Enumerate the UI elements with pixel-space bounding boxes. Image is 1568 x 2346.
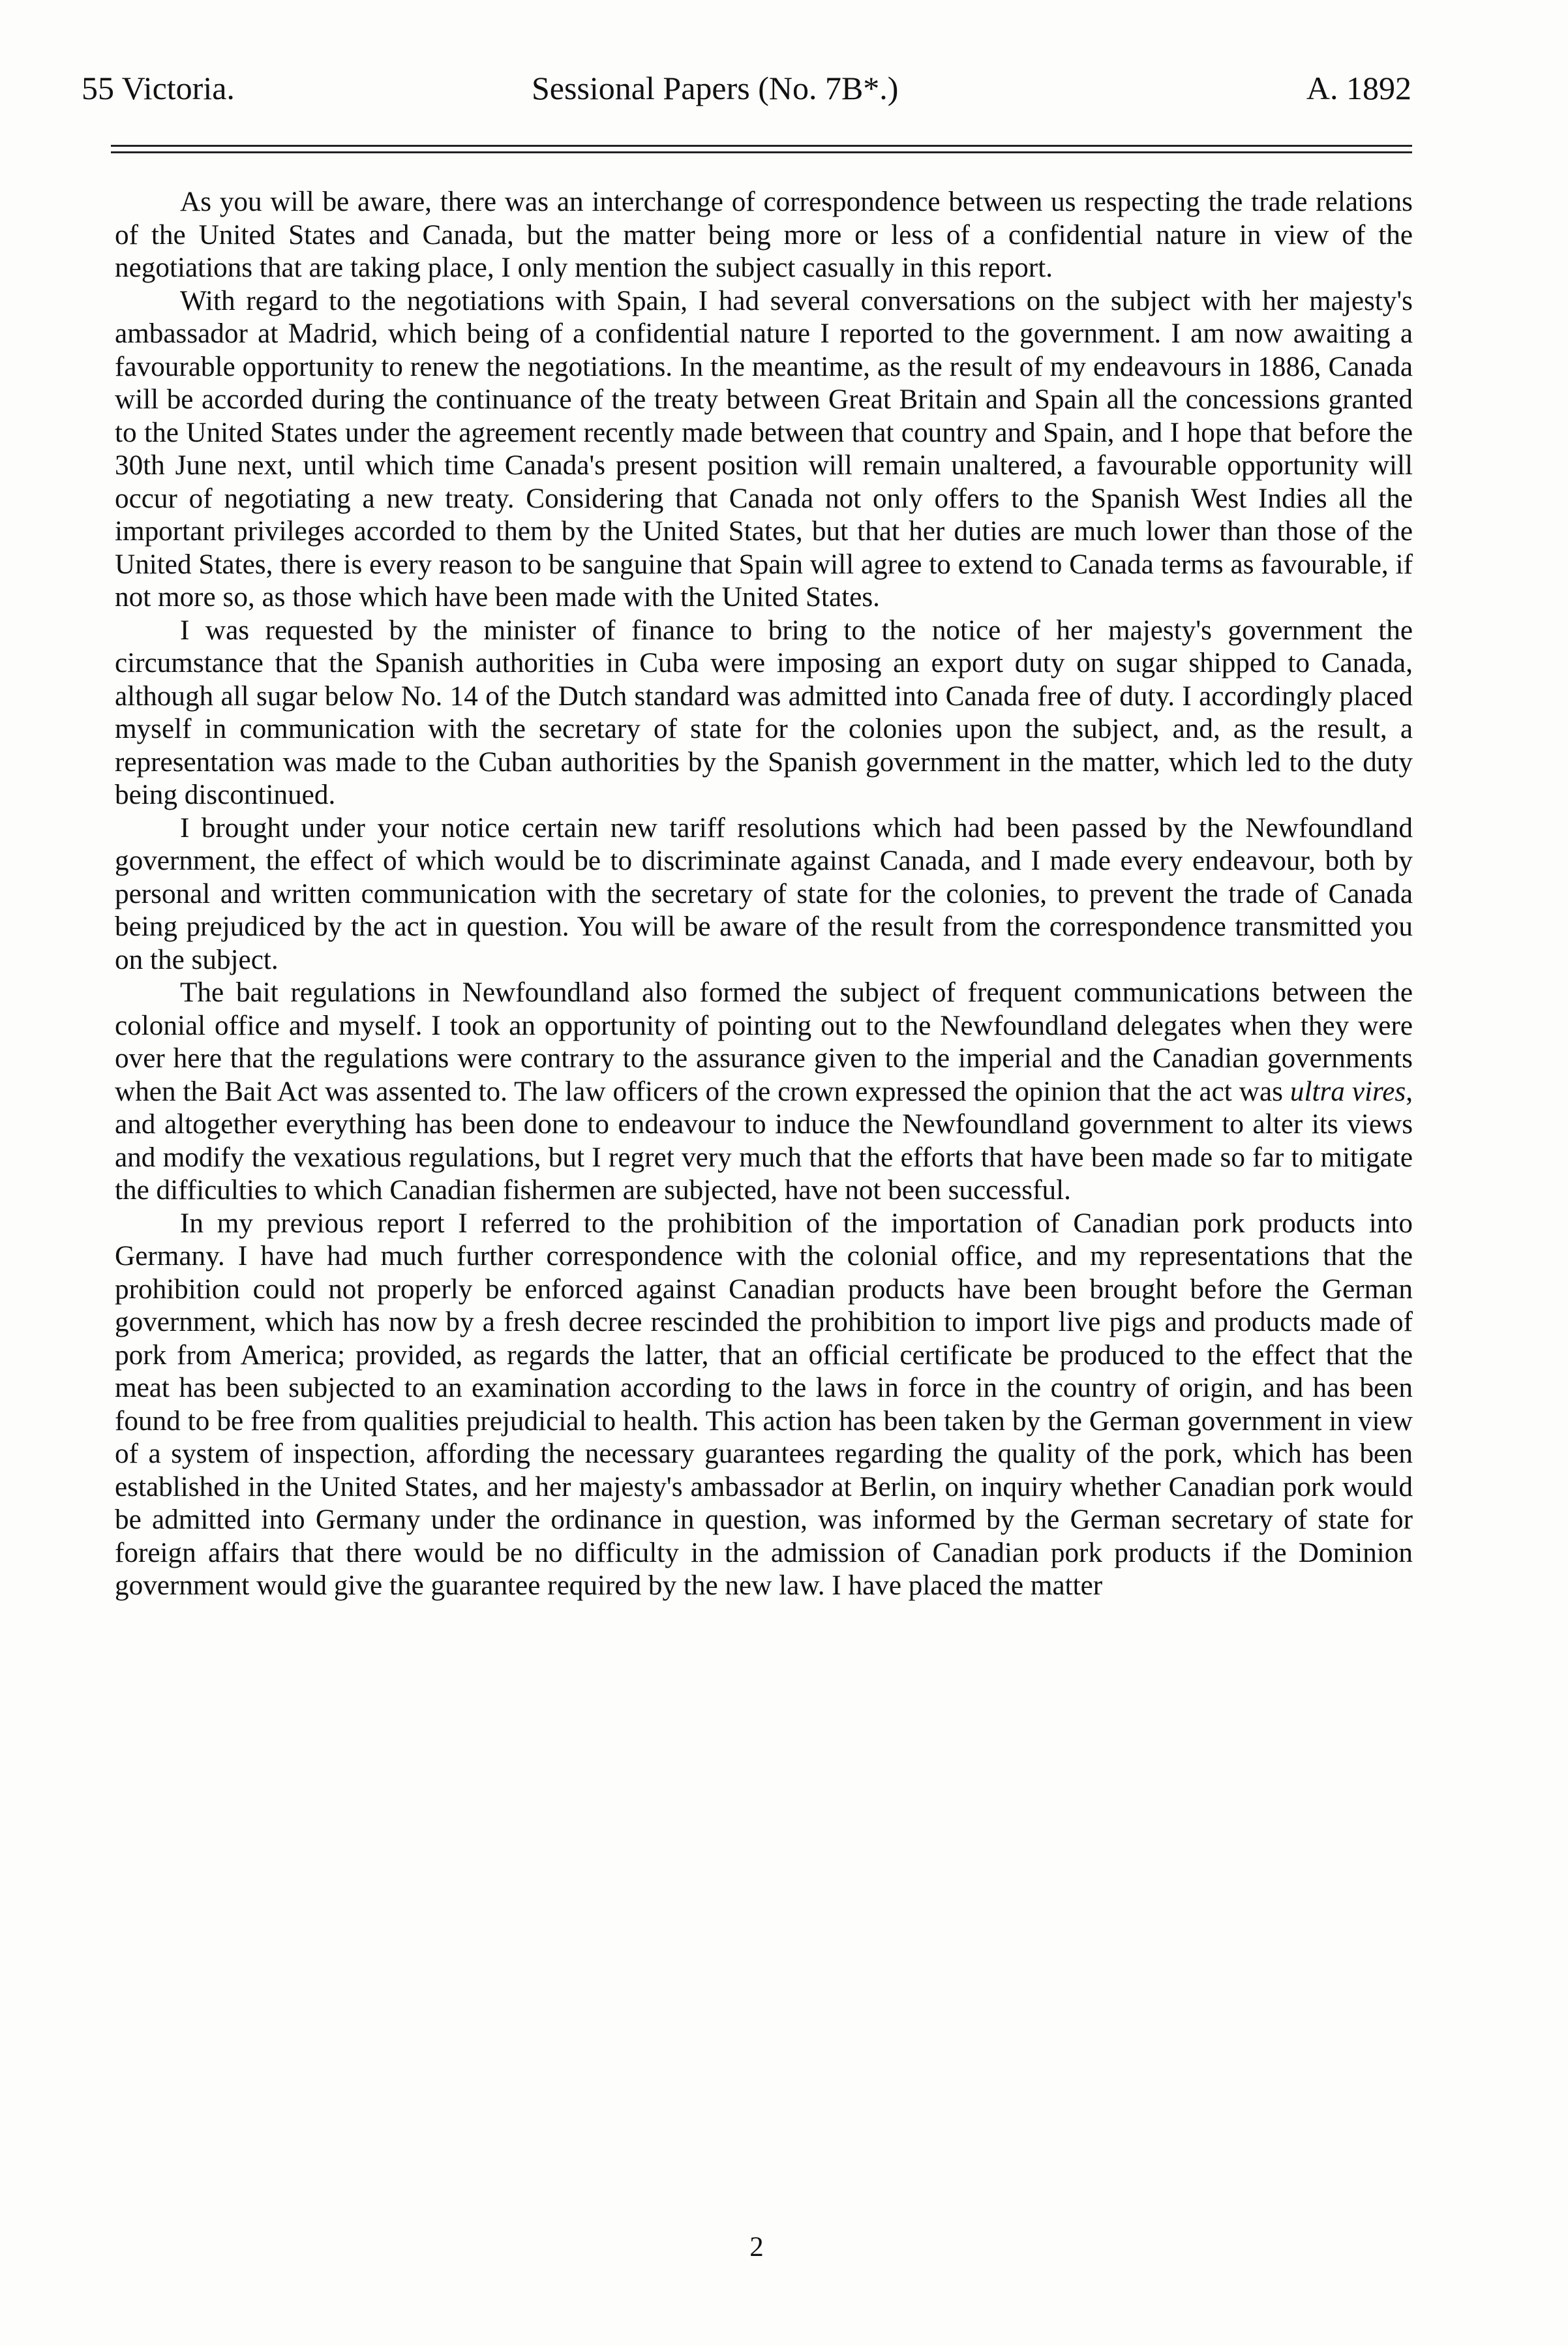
header-year: A. 1892 <box>1306 70 1411 106</box>
paragraph-spain-negotiations: With regard to the negotiations with Spain, I had several conversations on the subject with her majesty's ambassador at Madrid, which being of a confidential nature I reported to the government. I am now awaiting a favourable opportunity to renew the negotiations. In the meantime, as the result of my endeavours in 1886, Canada will be accorded during the continuance of the treaty between Great Britain and Spain all the concessions granted to the United States under the agreement recently made between that country and Spain, and I hope that before the 30th June next, until which time Canada's present position will remain unaltered, a favourable opportunity will occur of negotiating a new treaty. Considering that Canada not only offers to the Spanish West Indies all the important privileges accorded to them by the United States, but that her duties are much lower than those of the United States, there is every reason to be sanguine that Spain will agree to extend to Canada terms as favourable, if not more so, as those which have been made with the United States. <box>115 285 1413 613</box>
ultra-vires-italic: ultra vires <box>1289 1076 1406 1107</box>
header-rule-bottom <box>111 151 1412 153</box>
header-sessional-papers: Sessional Papers (No. 7B*.) <box>532 70 899 106</box>
page-number: 2 <box>749 2232 764 2262</box>
paragraph-german-pork: In my previous report I referred to the prohibition of the importation of Canadian pork products into Germany. I have had much further correspondence with the colonial office, and my representations that the prohibition could not properly be enforced against Canadian products have been brought before the German government, which has now by a fresh decree rescinded the prohibition to import live pigs and products made of pork from America; provided, as regards the latter, that an official certificate be produced to the effect that the meat has been subjected to an examination according to the laws in force in the country of origin, and has been found to be free from qualities prejudicial to health. This action has been taken by the German government in view of a system of inspection, affording the necessary guarantees regarding the quality of the pork, which has been established in the United States, and her majesty's ambassador at Berlin, on inquiry whether Canadian pork would be admitted into Germany under the ordinance in question, was informed by the German secretary of state for foreign affairs that there would be no difficulty in the admission of Canadian pork products if the Dominion government would give the guarantee required by the new law. I have placed the matter <box>115 1208 1413 1601</box>
body-text <box>115 186 1413 1603</box>
bait-text-before: The bait regulations in Newfoundland also formed the subject of frequent communications between the colonial office and myself. I took an opportunity of pointing out to the Newfoundland delegates when they were over here that the regulations were contrary to the assurance given to the imperial and the Canadian governments when the Bait Act was assented to. The law officers of the crown expressed the opinion that the act was <box>115 977 1413 1107</box>
bait-text-after: , and altogether everything has been done to endeavour to induce the Newfoundland government to alter its views and modify the vexatious regulations, but I regret very much that the efforts that have been made so far to mitigate the difficulties to which Canadian fishermen are subjected, have not been successful. <box>115 1076 1413 1206</box>
header-rule-top <box>111 145 1412 147</box>
paragraph-newfoundland-tariff: I brought under your notice certain new tariff resolutions which had been passed by the Newfoundland government, the effect of which would be to discriminate against Canada, and I made every endeavour, both by personal and written communication with the secretary of state for the colonies, to prevent the trade of Canada being prejudiced by the act in question. You will be aware of the result from the correspondence transmitted you on the subject. <box>115 812 1413 975</box>
paragraph-trade-relations: As you will be aware, there was an interchange of correspondence between us respecting the trade relations of the United States and Canada, but the matter being more or less of a confidential nature in view of the negotiations that are taking place, I only mention the subject casually in this report. <box>115 187 1413 283</box>
paragraph-cuba-sugar-duty: I was requested by the minister of finance to bring to the notice of her majesty's government the circumstance that the Spanish authorities in Cuba were imposing an export duty on sugar shipped to Canada, although all sugar below No. 14 of the Dutch standard was admitted into Canada free of duty. I accordingly placed myself in communication with the secretary of state for the colonies upon the subject, and, as the result, a representation was made to the Cuban authorities by the Spanish government in the matter, which led to the duty being discontinued. <box>115 615 1413 810</box>
running-header <box>82 62 1411 114</box>
paragraph-bait-regulations <box>115 977 1413 1208</box>
header-session: 55 Victoria. <box>82 70 235 106</box>
